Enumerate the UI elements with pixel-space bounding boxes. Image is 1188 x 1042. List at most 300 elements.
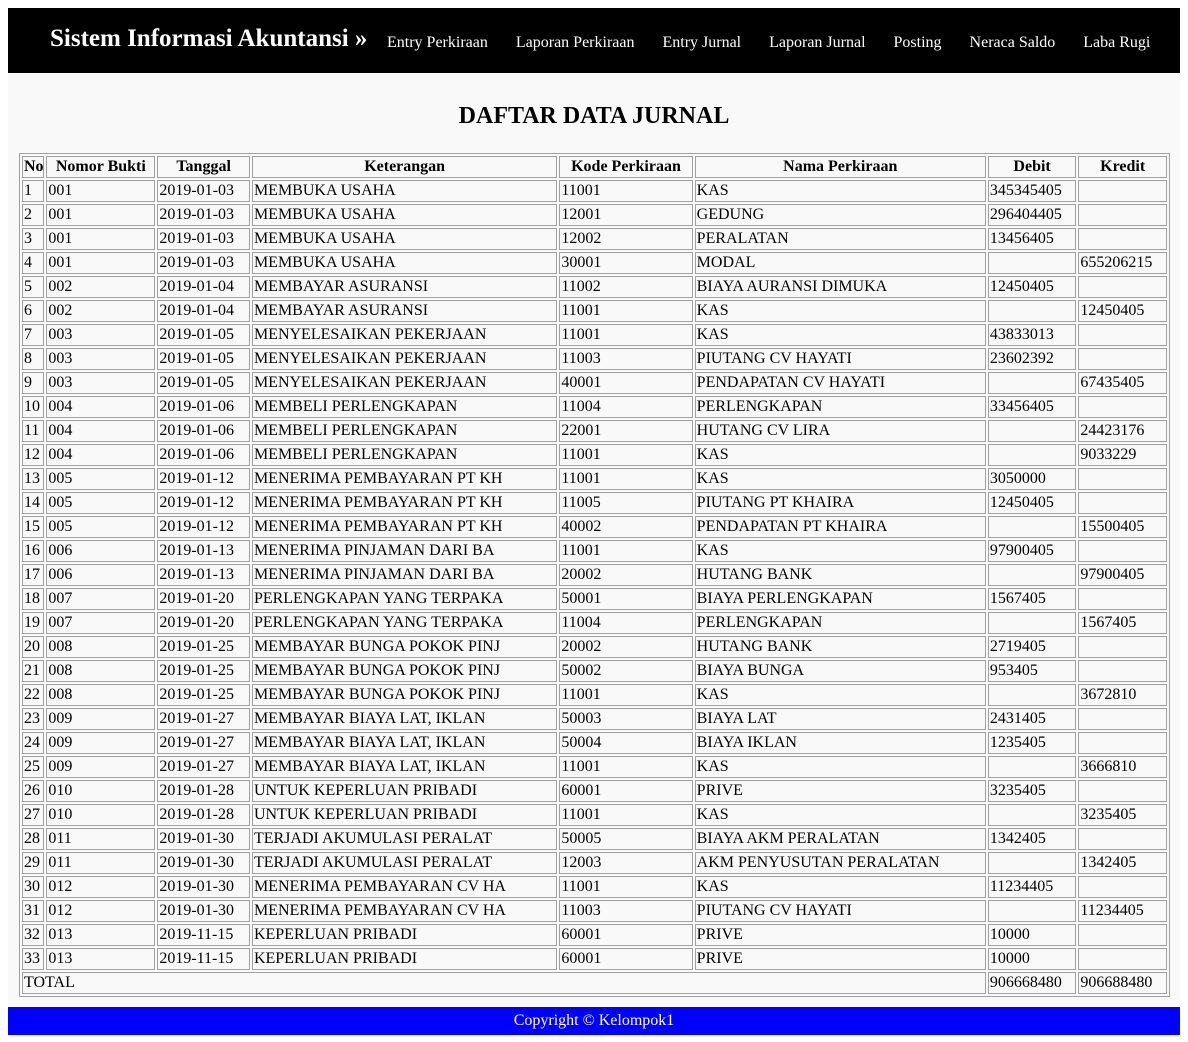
cell-nomor-bukti: 008 xyxy=(46,636,155,658)
table-body xyxy=(22,180,1167,970)
cell-kode-perkiraan: 11001 xyxy=(559,876,692,898)
cell-nama-perkiraan: KAS xyxy=(695,180,986,202)
cell-tanggal: 2019-01-30 xyxy=(157,876,250,898)
cell-kredit xyxy=(1078,492,1167,514)
cell-nomor-bukti: 009 xyxy=(46,732,155,754)
cell-tanggal: 2019-01-06 xyxy=(157,396,250,418)
cell-no: 12 xyxy=(22,444,44,466)
cell-nama-perkiraan: KAS xyxy=(695,540,986,562)
cell-kode-perkiraan: 50002 xyxy=(559,660,692,682)
cell-keterangan: MEMBAYAR BIAYA LAT, IKLAN xyxy=(252,732,557,754)
total-label: TOTAL xyxy=(22,972,986,994)
cell-debit xyxy=(988,516,1077,538)
total-kredit: 906688480 xyxy=(1078,972,1167,994)
cell-nomor-bukti: 007 xyxy=(46,612,155,634)
cell-nama-perkiraan: PRIVE xyxy=(695,780,986,802)
cell-tanggal: 2019-01-20 xyxy=(157,588,250,610)
cell-kredit xyxy=(1078,204,1167,226)
cell-keterangan: KEPERLUAN PRIBADI xyxy=(252,924,557,946)
cell-tanggal: 2019-01-30 xyxy=(157,828,250,850)
cell-no: 14 xyxy=(22,492,44,514)
cell-nomor-bukti: 006 xyxy=(46,564,155,586)
cell-keterangan: MEMBELI PERLENGKAPAN xyxy=(252,420,557,442)
total-debit: 906668480 xyxy=(988,972,1077,994)
cell-kode-perkiraan: 40002 xyxy=(559,516,692,538)
cell-no: 31 xyxy=(22,900,44,922)
cell-nomor-bukti: 010 xyxy=(46,780,155,802)
cell-tanggal: 2019-01-04 xyxy=(157,300,250,322)
cell-no: 13 xyxy=(22,468,44,490)
cell-kredit xyxy=(1078,924,1167,946)
cell-nama-perkiraan: AKM PENYUSUTAN PERALATAN xyxy=(695,852,986,874)
table-row xyxy=(22,204,1167,226)
cell-nama-perkiraan: KAS xyxy=(695,756,986,778)
cell-nama-perkiraan: PRIVE xyxy=(695,924,986,946)
cell-no: 20 xyxy=(22,636,44,658)
cell-tanggal: 2019-01-05 xyxy=(157,372,250,394)
cell-nama-perkiraan: KAS xyxy=(695,684,986,706)
table-row xyxy=(22,660,1167,682)
cell-kode-perkiraan: 11004 xyxy=(559,396,692,418)
table-header-row xyxy=(22,156,1167,178)
table-row xyxy=(22,828,1167,850)
table-row xyxy=(22,588,1167,610)
cell-no: 19 xyxy=(22,612,44,634)
cell-tanggal: 2019-01-12 xyxy=(157,468,250,490)
cell-debit xyxy=(988,684,1077,706)
cell-no: 9 xyxy=(22,372,44,394)
cell-kredit xyxy=(1078,276,1167,298)
cell-tanggal: 2019-01-12 xyxy=(157,492,250,514)
cell-tanggal: 2019-01-03 xyxy=(157,204,250,226)
cell-nama-perkiraan: KAS xyxy=(695,324,986,346)
cell-nomor-bukti: 002 xyxy=(46,276,155,298)
cell-nomor-bukti: 011 xyxy=(46,852,155,874)
cell-nomor-bukti: 003 xyxy=(46,372,155,394)
cell-kode-perkiraan: 11001 xyxy=(559,684,692,706)
cell-kode-perkiraan: 50004 xyxy=(559,732,692,754)
cell-nomor-bukti: 002 xyxy=(46,300,155,322)
header-kode-perkiraan: Kode Perkiraan xyxy=(559,156,692,178)
page-title: DAFTAR DATA JURNAL xyxy=(458,103,730,129)
cell-nama-perkiraan: KAS xyxy=(695,300,986,322)
cell-debit: 43833013 xyxy=(988,324,1077,346)
table-row xyxy=(22,780,1167,802)
cell-nama-perkiraan: PERLENGKAPAN xyxy=(695,396,986,418)
total-row xyxy=(22,972,1167,994)
cell-tanggal: 2019-01-20 xyxy=(157,612,250,634)
copyright-text: Copyright © Kelompok1 xyxy=(513,1012,675,1029)
cell-nomor-bukti: 012 xyxy=(46,900,155,922)
top-navbar xyxy=(8,8,1180,73)
cell-keterangan: MEMBAYAR ASURANSI xyxy=(252,300,557,322)
table-row xyxy=(22,228,1167,250)
cell-tanggal: 2019-01-06 xyxy=(157,444,250,466)
cell-keterangan: KEPERLUAN PRIBADI xyxy=(252,948,557,970)
cell-kredit xyxy=(1078,180,1167,202)
cell-kredit xyxy=(1078,396,1167,418)
cell-kredit: 3235405 xyxy=(1078,804,1167,826)
cell-keterangan: MEMBUKA USAHA xyxy=(252,204,557,226)
cell-no: 15 xyxy=(22,516,44,538)
cell-kredit: 655206215 xyxy=(1078,252,1167,274)
cell-kode-perkiraan: 50003 xyxy=(559,708,692,730)
cell-kode-perkiraan: 50001 xyxy=(559,588,692,610)
table-row xyxy=(22,900,1167,922)
cell-keterangan: MENYELESAIKAN PEKERJAAN xyxy=(252,348,557,370)
cell-kode-perkiraan: 50005 xyxy=(559,828,692,850)
cell-kode-perkiraan: 11001 xyxy=(559,300,692,322)
cell-debit: 97900405 xyxy=(988,540,1077,562)
cell-debit xyxy=(988,444,1077,466)
brand-title[interactable]: Sistem Informasi Akuntansi » xyxy=(50,25,368,52)
cell-kode-perkiraan: 11001 xyxy=(559,540,692,562)
table-row xyxy=(22,396,1167,418)
cell-keterangan: MEMBELI PERLENGKAPAN xyxy=(252,444,557,466)
cell-keterangan: TERJADI AKUMULASI PERALAT xyxy=(252,828,557,850)
cell-no: 8 xyxy=(22,348,44,370)
cell-tanggal: 2019-01-04 xyxy=(157,276,250,298)
cell-tanggal: 2019-11-15 xyxy=(157,924,250,946)
cell-tanggal: 2019-01-30 xyxy=(157,900,250,922)
cell-tanggal: 2019-01-05 xyxy=(157,324,250,346)
cell-no: 1 xyxy=(22,180,44,202)
cell-keterangan: MEMBAYAR BIAYA LAT, IKLAN xyxy=(252,708,557,730)
header-debit: Debit xyxy=(988,156,1077,178)
cell-nama-perkiraan: PENDAPATAN PT KHAIRA xyxy=(695,516,986,538)
cell-nomor-bukti: 004 xyxy=(46,420,155,442)
cell-tanggal: 2019-01-03 xyxy=(157,228,250,250)
cell-kredit: 3672810 xyxy=(1078,684,1167,706)
cell-no: 21 xyxy=(22,660,44,682)
table-row xyxy=(22,444,1167,466)
cell-tanggal: 2019-01-06 xyxy=(157,420,250,442)
table-row xyxy=(22,564,1167,586)
table-row xyxy=(22,540,1167,562)
cell-nomor-bukti: 013 xyxy=(46,924,155,946)
cell-kredit: 97900405 xyxy=(1078,564,1167,586)
cell-kredit: 1342405 xyxy=(1078,852,1167,874)
cell-nama-perkiraan: HUTANG BANK xyxy=(695,564,986,586)
cell-nomor-bukti: 012 xyxy=(46,876,155,898)
cell-debit xyxy=(988,252,1077,274)
cell-kode-perkiraan: 11001 xyxy=(559,804,692,826)
nav-link-laporan-perkiraan[interactable]: Laporan Perkiraan xyxy=(515,34,635,51)
cell-kredit: 24423176 xyxy=(1078,420,1167,442)
cell-debit: 10000 xyxy=(988,948,1077,970)
cell-no: 27 xyxy=(22,804,44,826)
cell-no: 17 xyxy=(22,564,44,586)
table-row xyxy=(22,420,1167,442)
cell-debit xyxy=(988,756,1077,778)
cell-tanggal: 2019-01-03 xyxy=(157,252,250,274)
cell-nomor-bukti: 001 xyxy=(46,204,155,226)
cell-debit: 2719405 xyxy=(988,636,1077,658)
cell-kredit: 1567405 xyxy=(1078,612,1167,634)
nav-link-entry-perkiraan[interactable]: Entry Perkiraan xyxy=(387,34,488,51)
cell-nomor-bukti: 010 xyxy=(46,804,155,826)
cell-kode-perkiraan: 11003 xyxy=(559,900,692,922)
cell-debit: 10000 xyxy=(988,924,1077,946)
cell-kode-perkiraan: 11001 xyxy=(559,756,692,778)
cell-keterangan: MENERIMA PEMBAYARAN PT KH xyxy=(252,516,557,538)
cell-debit xyxy=(988,612,1077,634)
cell-kode-perkiraan: 22001 xyxy=(559,420,692,442)
table-row xyxy=(22,732,1167,754)
header-no: No xyxy=(22,156,44,178)
cell-no: 32 xyxy=(22,924,44,946)
cell-kredit: 12450405 xyxy=(1078,300,1167,322)
table-row xyxy=(22,948,1167,970)
cell-debit xyxy=(988,564,1077,586)
cell-debit: 3050000 xyxy=(988,468,1077,490)
cell-keterangan: MENERIMA PINJAMAN DARI BA xyxy=(252,540,557,562)
cell-tanggal: 2019-01-25 xyxy=(157,636,250,658)
table-row xyxy=(22,612,1167,634)
cell-tanggal: 2019-01-13 xyxy=(157,564,250,586)
table-row xyxy=(22,324,1167,346)
table-row xyxy=(22,468,1167,490)
cell-no: 3 xyxy=(22,228,44,250)
footer xyxy=(8,1007,1180,1035)
cell-kredit xyxy=(1078,636,1167,658)
cell-nomor-bukti: 011 xyxy=(46,828,155,850)
cell-no: 16 xyxy=(22,540,44,562)
cell-nama-perkiraan: PIUTANG CV HAYATI xyxy=(695,348,986,370)
cell-kredit xyxy=(1078,348,1167,370)
cell-kredit: 3666810 xyxy=(1078,756,1167,778)
cell-kredit xyxy=(1078,828,1167,850)
cell-debit: 296404405 xyxy=(988,204,1077,226)
cell-kode-perkiraan: 11005 xyxy=(559,492,692,514)
cell-kode-perkiraan: 60001 xyxy=(559,780,692,802)
cell-tanggal: 2019-01-27 xyxy=(157,756,250,778)
cell-keterangan: MENYELESAIKAN PEKERJAAN xyxy=(252,324,557,346)
cell-no: 30 xyxy=(22,876,44,898)
header-keterangan: Keterangan xyxy=(252,156,557,178)
cell-nama-perkiraan: KAS xyxy=(695,804,986,826)
cell-kode-perkiraan: 11001 xyxy=(559,444,692,466)
cell-kredit xyxy=(1078,708,1167,730)
cell-nomor-bukti: 001 xyxy=(46,228,155,250)
cell-nama-perkiraan: HUTANG CV LIRA xyxy=(695,420,986,442)
cell-nama-perkiraan: BIAYA LAT xyxy=(695,708,986,730)
table-row xyxy=(22,804,1167,826)
cell-no: 18 xyxy=(22,588,44,610)
cell-keterangan: MEMBUKA USAHA xyxy=(252,228,557,250)
cell-nama-perkiraan: PERLENGKAPAN xyxy=(695,612,986,634)
cell-keterangan: MENERIMA PEMBAYARAN CV HA xyxy=(252,900,557,922)
cell-debit: 33456405 xyxy=(988,396,1077,418)
cell-nomor-bukti: 003 xyxy=(46,324,155,346)
cell-kode-perkiraan: 60001 xyxy=(559,948,692,970)
cell-kredit xyxy=(1078,732,1167,754)
cell-no: 33 xyxy=(22,948,44,970)
cell-keterangan: MEMBAYAR BIAYA LAT, IKLAN xyxy=(252,756,557,778)
cell-tanggal: 2019-01-25 xyxy=(157,660,250,682)
nav-link-laba-rugi[interactable]: Laba Rugi xyxy=(1083,34,1151,51)
cell-debit: 1235405 xyxy=(988,732,1077,754)
cell-nama-perkiraan: PIUTANG PT KHAIRA xyxy=(695,492,986,514)
cell-debit: 3235405 xyxy=(988,780,1077,802)
cell-kode-perkiraan: 12002 xyxy=(559,228,692,250)
cell-nama-perkiraan: BIAYA AKM PERALATAN xyxy=(695,828,986,850)
table-row xyxy=(22,348,1167,370)
cell-nomor-bukti: 005 xyxy=(46,468,155,490)
cell-no: 11 xyxy=(22,420,44,442)
cell-nomor-bukti: 009 xyxy=(46,708,155,730)
cell-kode-perkiraan: 12001 xyxy=(559,204,692,226)
cell-kredit: 9033229 xyxy=(1078,444,1167,466)
cell-nomor-bukti: 008 xyxy=(46,660,155,682)
cell-nama-perkiraan: KAS xyxy=(695,444,986,466)
cell-kredit xyxy=(1078,324,1167,346)
cell-nomor-bukti: 004 xyxy=(46,396,155,418)
cell-nomor-bukti: 003 xyxy=(46,348,155,370)
jurnal-table xyxy=(19,153,1170,997)
cell-kredit xyxy=(1078,228,1167,250)
cell-kode-perkiraan: 11001 xyxy=(559,324,692,346)
table-row xyxy=(22,924,1167,946)
cell-debit: 12450405 xyxy=(988,492,1077,514)
cell-kode-perkiraan: 40001 xyxy=(559,372,692,394)
cell-keterangan: TERJADI AKUMULASI PERALAT xyxy=(252,852,557,874)
cell-nama-perkiraan: BIAYA BUNGA xyxy=(695,660,986,682)
cell-keterangan: MENERIMA PEMBAYARAN PT KH xyxy=(252,468,557,490)
table-row xyxy=(22,276,1167,298)
cell-keterangan: MENERIMA PEMBAYARAN PT KH xyxy=(252,492,557,514)
cell-nama-perkiraan: KAS xyxy=(695,468,986,490)
cell-tanggal: 2019-11-15 xyxy=(157,948,250,970)
cell-keterangan: UNTUK KEPERLUAN PRIBADI xyxy=(252,804,557,826)
cell-nama-perkiraan: MODAL xyxy=(695,252,986,274)
cell-keterangan: PERLENGKAPAN YANG TERPAKA xyxy=(252,588,557,610)
cell-kode-perkiraan: 11002 xyxy=(559,276,692,298)
table-row xyxy=(22,708,1167,730)
cell-debit xyxy=(988,804,1077,826)
cell-no: 5 xyxy=(22,276,44,298)
cell-kode-perkiraan: 30001 xyxy=(559,252,692,274)
cell-tanggal: 2019-01-12 xyxy=(157,516,250,538)
cell-keterangan: MENERIMA PINJAMAN DARI BA xyxy=(252,564,557,586)
cell-kode-perkiraan: 20002 xyxy=(559,564,692,586)
cell-kredit xyxy=(1078,660,1167,682)
cell-nomor-bukti: 005 xyxy=(46,516,155,538)
nav-link-laporan-jurnal[interactable]: Laporan Jurnal xyxy=(769,34,866,51)
cell-tanggal: 2019-01-27 xyxy=(157,708,250,730)
cell-debit: 345345405 xyxy=(988,180,1077,202)
cell-kode-perkiraan: 11004 xyxy=(559,612,692,634)
nav-link-neraca-saldo[interactable]: Neraca Saldo xyxy=(969,34,1056,51)
table-row xyxy=(22,756,1167,778)
cell-nomor-bukti: 013 xyxy=(46,948,155,970)
cell-kredit xyxy=(1078,588,1167,610)
cell-no: 4 xyxy=(22,252,44,274)
table-row xyxy=(22,876,1167,898)
cell-debit: 953405 xyxy=(988,660,1077,682)
cell-debit: 2431405 xyxy=(988,708,1077,730)
cell-keterangan: MEMBAYAR BUNGA POKOK PINJ xyxy=(252,636,557,658)
cell-nama-perkiraan: HUTANG BANK xyxy=(695,636,986,658)
table-row xyxy=(22,372,1167,394)
cell-kredit: 67435405 xyxy=(1078,372,1167,394)
cell-no: 22 xyxy=(22,684,44,706)
cell-nama-perkiraan: KAS xyxy=(695,876,986,898)
cell-tanggal: 2019-01-27 xyxy=(157,732,250,754)
cell-nomor-bukti: 009 xyxy=(46,756,155,778)
table-row xyxy=(22,684,1167,706)
nav-link-posting[interactable]: Posting xyxy=(893,34,942,51)
cell-tanggal: 2019-01-13 xyxy=(157,540,250,562)
cell-nama-perkiraan: BIAYA PERLENGKAPAN xyxy=(695,588,986,610)
cell-kredit xyxy=(1078,540,1167,562)
cell-nama-perkiraan: PERALATAN xyxy=(695,228,986,250)
cell-keterangan: MENYELESAIKAN PEKERJAAN xyxy=(252,372,557,394)
table-row xyxy=(22,852,1167,874)
table-row xyxy=(22,300,1167,322)
cell-debit: 23602392 xyxy=(988,348,1077,370)
cell-tanggal: 2019-01-03 xyxy=(157,180,250,202)
nav-link-entry-jurnal[interactable]: Entry Jurnal xyxy=(662,34,742,51)
table-row xyxy=(22,492,1167,514)
cell-kode-perkiraan: 60001 xyxy=(559,924,692,946)
cell-kredit: 11234405 xyxy=(1078,900,1167,922)
cell-nama-perkiraan: PENDAPATAN CV HAYATI xyxy=(695,372,986,394)
header-nama-perkiraan: Nama Perkiraan xyxy=(695,156,986,178)
cell-nomor-bukti: 007 xyxy=(46,588,155,610)
cell-tanggal: 2019-01-25 xyxy=(157,684,250,706)
cell-no: 28 xyxy=(22,828,44,850)
cell-kredit xyxy=(1078,876,1167,898)
cell-debit xyxy=(988,300,1077,322)
cell-keterangan: MENERIMA PEMBAYARAN CV HA xyxy=(252,876,557,898)
cell-tanggal: 2019-01-28 xyxy=(157,780,250,802)
cell-kode-perkiraan: 20002 xyxy=(559,636,692,658)
cell-no: 7 xyxy=(22,324,44,346)
table-row xyxy=(22,252,1167,274)
cell-nomor-bukti: 006 xyxy=(46,540,155,562)
cell-no: 25 xyxy=(22,756,44,778)
cell-debit: 1342405 xyxy=(988,828,1077,850)
cell-no: 6 xyxy=(22,300,44,322)
cell-debit xyxy=(988,900,1077,922)
cell-keterangan: MEMBUKA USAHA xyxy=(252,252,557,274)
cell-tanggal: 2019-01-05 xyxy=(157,348,250,370)
cell-keterangan: MEMBUKA USAHA xyxy=(252,180,557,202)
cell-kode-perkiraan: 11001 xyxy=(559,468,692,490)
cell-debit xyxy=(988,420,1077,442)
cell-nama-perkiraan: PIUTANG CV HAYATI xyxy=(695,900,986,922)
header-nomor-bukti: Nomor Bukti xyxy=(46,156,155,178)
cell-no: 29 xyxy=(22,852,44,874)
cell-kode-perkiraan: 11001 xyxy=(559,180,692,202)
cell-nama-perkiraan: BIAYA IKLAN xyxy=(695,732,986,754)
cell-kredit xyxy=(1078,468,1167,490)
cell-no: 2 xyxy=(22,204,44,226)
cell-debit: 13456405 xyxy=(988,228,1077,250)
cell-kode-perkiraan: 11003 xyxy=(559,348,692,370)
cell-keterangan: MEMBAYAR ASURANSI xyxy=(252,276,557,298)
cell-nomor-bukti: 001 xyxy=(46,180,155,202)
table-row xyxy=(22,516,1167,538)
cell-no: 23 xyxy=(22,708,44,730)
table-row xyxy=(22,636,1167,658)
cell-no: 10 xyxy=(22,396,44,418)
cell-nama-perkiraan: PRIVE xyxy=(695,948,986,970)
cell-keterangan: UNTUK KEPERLUAN PRIBADI xyxy=(252,780,557,802)
cell-keterangan: PERLENGKAPAN YANG TERPAKA xyxy=(252,612,557,634)
cell-nomor-bukti: 005 xyxy=(46,492,155,514)
